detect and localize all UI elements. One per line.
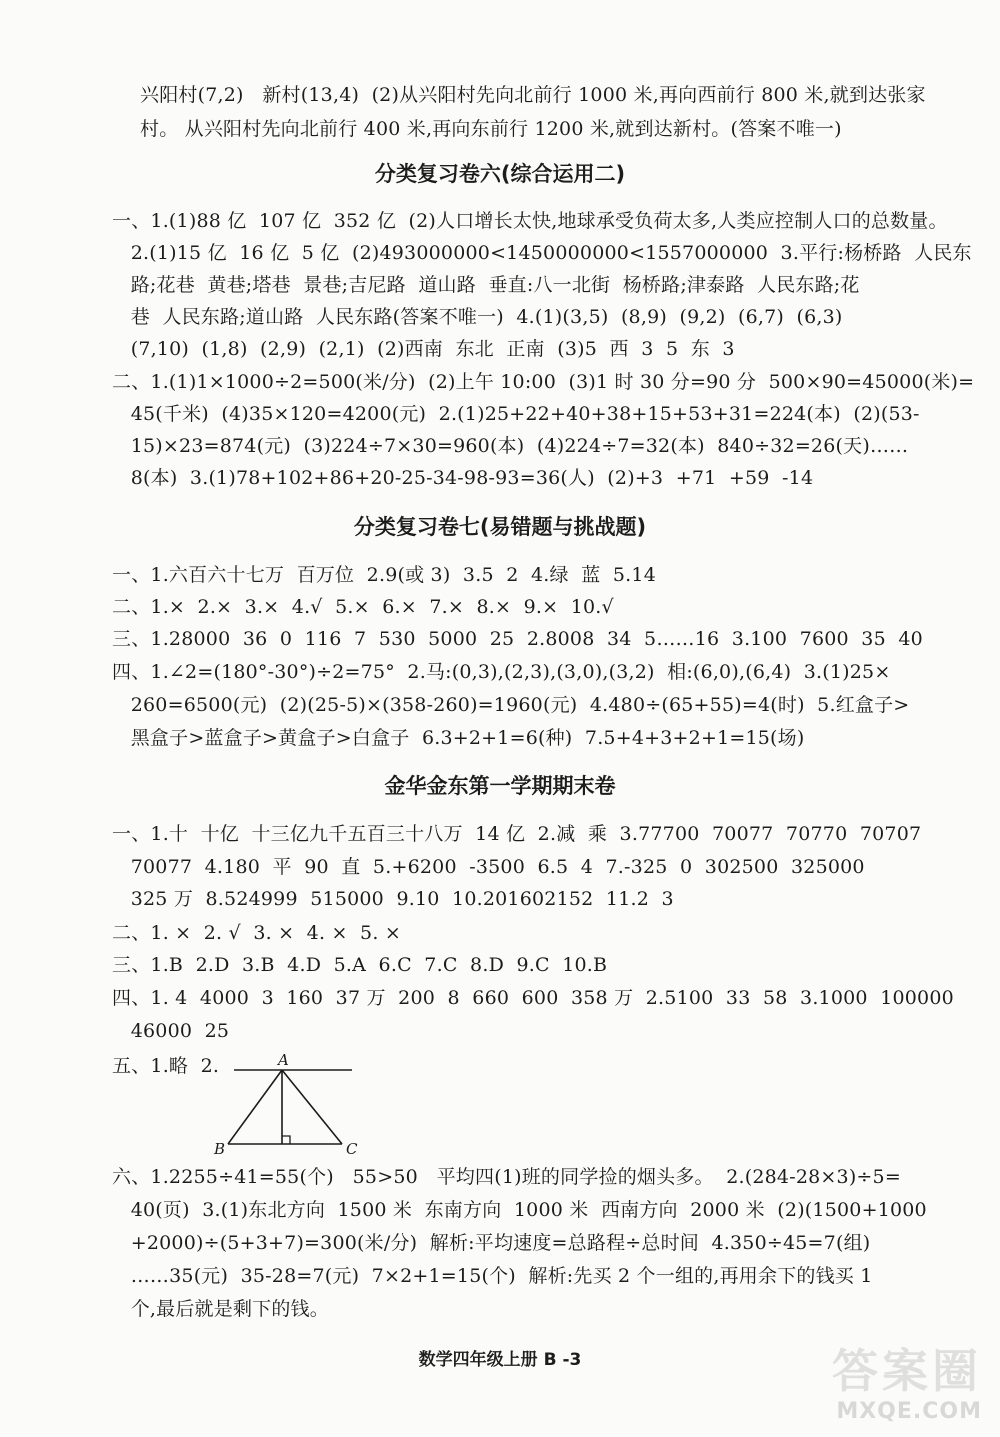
watermark-logo: 答案圈	[832, 1344, 982, 1398]
text-line: 兴阳村(7,2) 新村(13,4) (2)从兴阳村先向北前行 1000 米,再向西前行 800 米,就到达张家	[140, 84, 926, 106]
watermark-url: MXQE.COM	[836, 1399, 982, 1424]
text-line: 三、1.B 2.D 3.B 4.D 5.A 6.C 7.C 8.D 9.C 10.B	[112, 954, 608, 976]
watermark	[792, 1335, 982, 1431]
text-line: 村。 从兴阳村先向北前行 400 米,再向东前行 1200 米,就到达新村。(答案不唯一)	[140, 118, 842, 140]
text-line: 一、1.六百六十七万 百万位 2.9(或 3) 3.5 2 4.绿 蓝 5.14	[112, 564, 656, 586]
text-line: 70077 4.180 平 90 直 5.+6200 -3500 6.5 4 7.-325 0 302500 325000	[112, 856, 865, 878]
text-line: 8(本) 3.(1)78+102+86+20-25-34-98-93=36(人) (2)+3 +71 +59 -14	[112, 467, 814, 489]
label-b: B	[214, 1140, 226, 1158]
text-line: 260=6500(元) (2)(25-5)×(358-260)=1960(元) 4.480÷(65+55)=4(时) 5.红盒子>	[112, 694, 910, 716]
text-line: ……35(元) 35-28=7(元) 7×2+1=15(个) 解析:先买 2 个一组的,再用余下的钱买 1	[112, 1265, 873, 1287]
triangle-figure	[200, 1050, 380, 1160]
text-line: 325 万 8.524999 515000 9.10 10.201602152 11.2 3	[112, 888, 674, 910]
text-line: 四、1. 4 4000 3 160 37 万 200 8 660 600 358 万 2.5100 33 58 3.1000 100000	[112, 987, 954, 1009]
text-line: 四、1.∠2=(180°-30°)÷2=75° 2.马:(0,3),(2,3),(3,0),(3,2) 相:(6,0),(6,4) 3.(1)25×	[112, 661, 891, 683]
text-line: 五、1.略 2.	[112, 1055, 220, 1077]
label-c: C	[346, 1140, 358, 1158]
label-a: A	[278, 1051, 289, 1069]
section-heading: 金华金东第一学期期末卷	[384, 774, 616, 798]
text-line: 路;花巷 黄巷;塔巷 景巷;吉尼路 道山路 垂直:八一北街 杨桥路;津泰路 人民东路;花	[112, 274, 860, 296]
text-line: 一、1.(1)88 亿 107 亿 352 亿 (2)人口增长太快,地球承受负荷太多,人类应控制人口的总数量。	[112, 210, 948, 232]
side-ac	[282, 1070, 342, 1144]
section-heading: 分类复习卷七(易错题与挑战题)	[353, 515, 647, 539]
text-line: 二、1. × 2. √ 3. × 4. × 5. ×	[112, 922, 401, 944]
text-line: 一、1.十 十亿 十三亿九千五百三十八万 14 亿 2.减 乘 3.77700 70077 70770 70707	[112, 823, 922, 845]
text-line: 二、1.(1)1×1000÷2=500(米/分) (2)上午 10:00 (3)1 时 30 分=90 分 500×90=45000(米)=	[112, 371, 975, 393]
text-line: 三、1.28000 36 0 116 7 530 5000 25 2.8008 34 5……16 3.100 7600 35 40	[112, 628, 923, 650]
text-line: 15)×23=874(元) (3)224÷7×30=960(本) (4)224÷7=32(本) 840÷32=26(天)……	[112, 435, 909, 457]
text-line: 45(千米) (4)35×120=4200(元) 2.(1)25+22+40+38+15+53+31=224(本) (2)(53-	[112, 403, 920, 425]
text-line: +2000)÷(5+3+7)=300(米/分) 解析:平均速度=总路程÷总时间 4.350÷45=7(组)	[112, 1232, 871, 1254]
text-line: 六、1.2255÷41=55(个) 55>50 平均四(1)班的同学捡的烟头多。 2.(284-28×3)÷5=	[112, 1166, 901, 1188]
text-line: 巷 人民东路;道山路 人民东路(答案不唯一) 4.(1)(3,5) (8,9) (9,2) (6,7) (6,3)	[112, 306, 843, 328]
side-ab	[228, 1070, 282, 1144]
text-line: 2.(1)15 亿 16 亿 5 亿 (2)493000000<1450000000<1557000000 3.平行:杨桥路 人民东	[112, 242, 972, 264]
right-angle-mark	[282, 1136, 290, 1144]
text-line: 个,最后就是剩下的钱。	[112, 1298, 329, 1320]
text-line: (7,10) (1,8) (2,9) (2,1) (2)西南 东北 正南 (3)5 西 3 5 东 3	[112, 338, 735, 360]
text-line: 二、1.× 2.× 3.× 4.√ 5.× 6.× 7.× 8.× 9.× 10.√	[112, 596, 614, 618]
text-line: 黑盒子>蓝盒子>黄盒子>白盒子 6.3+2+1=6(种) 7.5+4+3+2+1=15(场)	[112, 727, 805, 749]
section-heading: 分类复习卷六(综合运用二)	[374, 162, 626, 186]
text-line: 40(页) 3.(1)东北方向 1500 米 东南方向 1000 米 西南方向 2000 米 (2)(1500+1000	[112, 1199, 927, 1221]
page-footer: 数学四年级上册 B -3	[418, 1350, 582, 1370]
text-line: 46000 25	[112, 1020, 230, 1042]
